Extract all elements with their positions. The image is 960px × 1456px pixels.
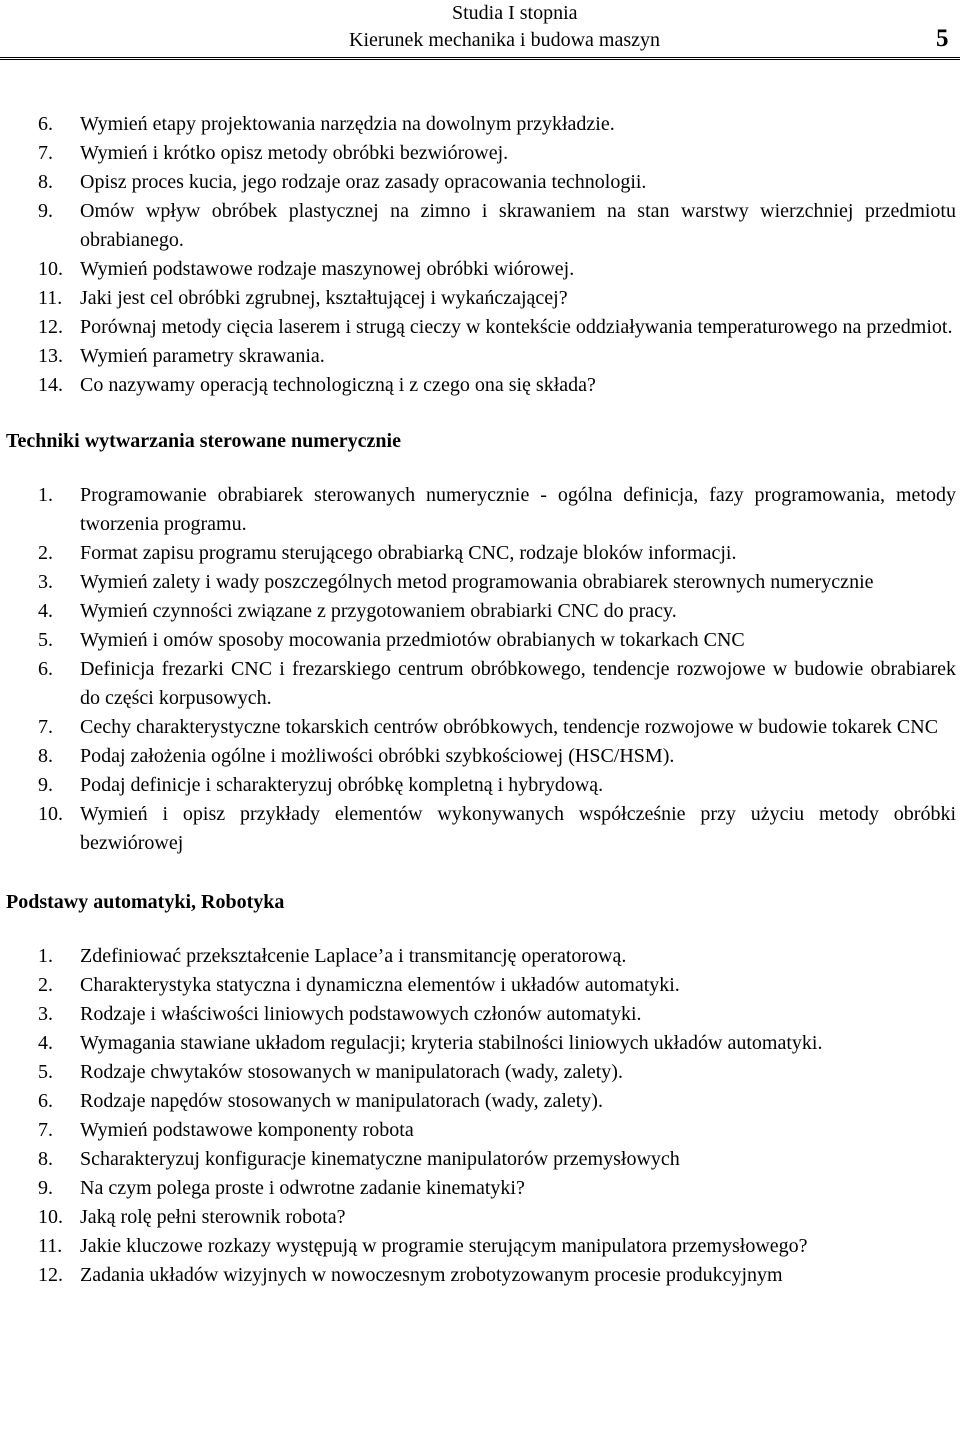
item-number: 9.: [38, 200, 53, 222]
document-body: [6, 110, 956, 1290]
item-text: Opisz proces kucia, jego rodzaje oraz zasady opracowania technologii.: [80, 171, 647, 193]
section-title-cnc: Techniki wytwarzania sterowane numerycznie: [6, 430, 401, 452]
item-text: Jaki jest cel obróbki zgrubnej, kształtującej i wykańczającej?: [80, 287, 568, 309]
list-item: [6, 655, 956, 713]
item-number: 8.: [38, 1148, 53, 1170]
list-item: [6, 371, 956, 400]
item-number: 8.: [38, 171, 53, 193]
list-item: [6, 1232, 956, 1261]
item-text: Definicja frezarki CNC i frezarskiego centrum obróbkowego, tendencje rozwojowe w budowie obrabiarek do części korpusowych.: [80, 658, 956, 709]
item-number: 4.: [38, 1032, 53, 1054]
item-number: 10.: [38, 803, 63, 825]
item-number: 1.: [38, 945, 53, 967]
list-item: [6, 481, 956, 539]
item-number: 10.: [38, 258, 63, 280]
item-text: Zdefiniować przekształcenie Laplace’a i transmitancję operatorową.: [80, 945, 627, 967]
list-item: [6, 1058, 956, 1087]
item-number: 8.: [38, 745, 53, 767]
item-text: Cechy charakterystyczne tokarskich centrów obróbkowych, tendencje rozwojowe w budowie tokarek CNC: [80, 716, 939, 738]
list-item: [6, 539, 956, 568]
item-text: Wymień podstawowe komponenty robota: [80, 1119, 414, 1141]
item-text: Wymień podstawowe rodzaje maszynowej obróbki wiórowej.: [80, 258, 575, 280]
item-number: 7.: [38, 716, 53, 738]
section-title-automation: Podstawy automatyki, Robotyka: [6, 891, 285, 913]
item-text: Format zapisu programu sterującego obrabiarką CNC, rodzaje bloków informacji.: [80, 542, 737, 564]
list-item: [6, 742, 956, 771]
item-number: 12.: [38, 316, 63, 338]
item-number: 2.: [38, 542, 53, 564]
item-number: 9.: [38, 774, 53, 796]
item-text: Wymień etapy projektowania narzędzia na dowolnym przykładzie.: [80, 113, 615, 135]
item-text: Wymień i omów sposoby mocowania przedmiotów obrabianych w tokarkach CNC: [80, 629, 745, 651]
question-list-section1: [6, 110, 956, 400]
list-item: [6, 1145, 956, 1174]
item-number: 12.: [38, 1264, 63, 1286]
item-text: Rodzaje chwytaków stosowanych w manipulatorach (wady, zalety).: [80, 1061, 623, 1083]
item-text: Wymień zalety i wady poszczególnych metod programowania obrabiarek sterownych numerycznie: [80, 571, 874, 593]
item-number: 11.: [38, 287, 63, 309]
item-number: 13.: [38, 345, 63, 367]
item-number: 5.: [38, 1061, 53, 1083]
item-number: 3.: [38, 571, 53, 593]
item-text: Na czym polega proste i odwrotne zadanie kinematyki?: [80, 1177, 525, 1199]
item-text: Wymień czynności związane z przygotowaniem obrabiarki CNC do pracy.: [80, 600, 677, 622]
list-item: [6, 1029, 956, 1058]
item-number: 9.: [38, 1177, 53, 1199]
item-number: 7.: [38, 142, 53, 164]
item-number: 10.: [38, 1206, 63, 1228]
item-number: 6.: [38, 113, 53, 135]
list-item: [6, 1261, 956, 1290]
item-text: Wymień parametry skrawania.: [80, 345, 325, 367]
item-text: Charakterystyka statyczna i dynamiczna elementów i układów automatyki.: [80, 974, 680, 996]
item-number: 4.: [38, 600, 53, 622]
item-text: Rodzaje napędów stosowanych w manipulatorach (wady, zalety).: [80, 1090, 603, 1112]
item-number: 2.: [38, 974, 53, 996]
list-item: [6, 1087, 956, 1116]
item-text: Podaj założenia ogólne i możliwości obróbki szybkościowej (HSC/HSM).: [80, 745, 675, 767]
page-number: 5: [936, 25, 949, 52]
item-text: Wymień i opisz przykłady elementów wykonywanych współcześnie przy użyciu metody obróbki bezwiórowej: [80, 803, 956, 854]
item-text: Podaj definicje i scharakteryzuj obróbkę kompletną i hybrydową.: [80, 774, 604, 796]
list-item: [6, 255, 956, 284]
list-item: [6, 1116, 956, 1145]
item-number: 1.: [38, 484, 53, 506]
list-item: [6, 197, 956, 255]
list-item: [6, 284, 956, 313]
item-number: 11.: [38, 1235, 63, 1257]
list-item: [6, 568, 956, 597]
question-list-section3: [6, 942, 956, 1290]
item-number: 6.: [38, 1090, 53, 1112]
item-number: 14.: [38, 374, 63, 396]
list-item: [6, 626, 956, 655]
item-text: Rodzaje i właściwości liniowych podstawowych członów automatyki.: [80, 1003, 642, 1025]
list-item: [6, 597, 956, 626]
list-item: [6, 971, 956, 1000]
header-study-level: Studia I stopnia: [452, 2, 578, 24]
item-number: 7.: [38, 1119, 53, 1141]
item-text: Jaką rolę pełni sterownik robota?: [80, 1206, 346, 1228]
item-text: Programowanie obrabiarek sterowanych numerycznie - ogólna definicja, fazy programowania, metody tworzenia programu.: [80, 484, 956, 535]
list-item: [6, 342, 956, 371]
item-text: Wymagania stawiane układom regulacji; kryteria stabilności liniowych układów automatyki.: [80, 1032, 823, 1054]
list-item: [6, 1000, 956, 1029]
item-text: Omów wpływ obróbek plastycznej na zimno i skrawaniem na stan warstwy wierzchniej przedmiotu obrabianego.: [80, 200, 956, 251]
question-list-section2: [6, 481, 956, 858]
list-item: [6, 942, 956, 971]
list-item: [6, 1174, 956, 1203]
header-divider: [0, 57, 960, 60]
item-text: Porównaj metody cięcia laserem i strugą cieczy w kontekście oddziaływania temperaturowego na przedmiot.: [80, 316, 953, 338]
item-number: 5.: [38, 629, 53, 651]
page-header: [0, 0, 960, 60]
item-text: Scharakteryzuj konfiguracje kinematyczne manipulatorów przemysłowych: [80, 1148, 680, 1170]
item-text: Co nazywamy operacją technologiczną i z czego ona się składa?: [80, 374, 596, 396]
header-field-of-study: Kierunek mechanika i budowa maszyn: [349, 29, 661, 51]
item-text: Zadania układów wizyjnych w nowoczesnym zrobotyzowanym procesie produkcyjnym: [80, 1264, 783, 1286]
list-item: [6, 771, 956, 800]
item-number: 3.: [38, 1003, 53, 1025]
list-item: [6, 110, 956, 139]
list-item: [6, 800, 956, 858]
list-item: [6, 139, 956, 168]
list-item: [6, 713, 956, 742]
item-text: Wymień i krótko opisz metody obróbki bezwiórowej.: [80, 142, 509, 164]
item-text: Jakie kluczowe rozkazy występują w programie sterującym manipulatora przemysłowego?: [80, 1235, 808, 1257]
list-item: [6, 168, 956, 197]
item-number: 6.: [38, 658, 53, 680]
list-item: [6, 1203, 956, 1232]
list-item: [6, 313, 956, 342]
